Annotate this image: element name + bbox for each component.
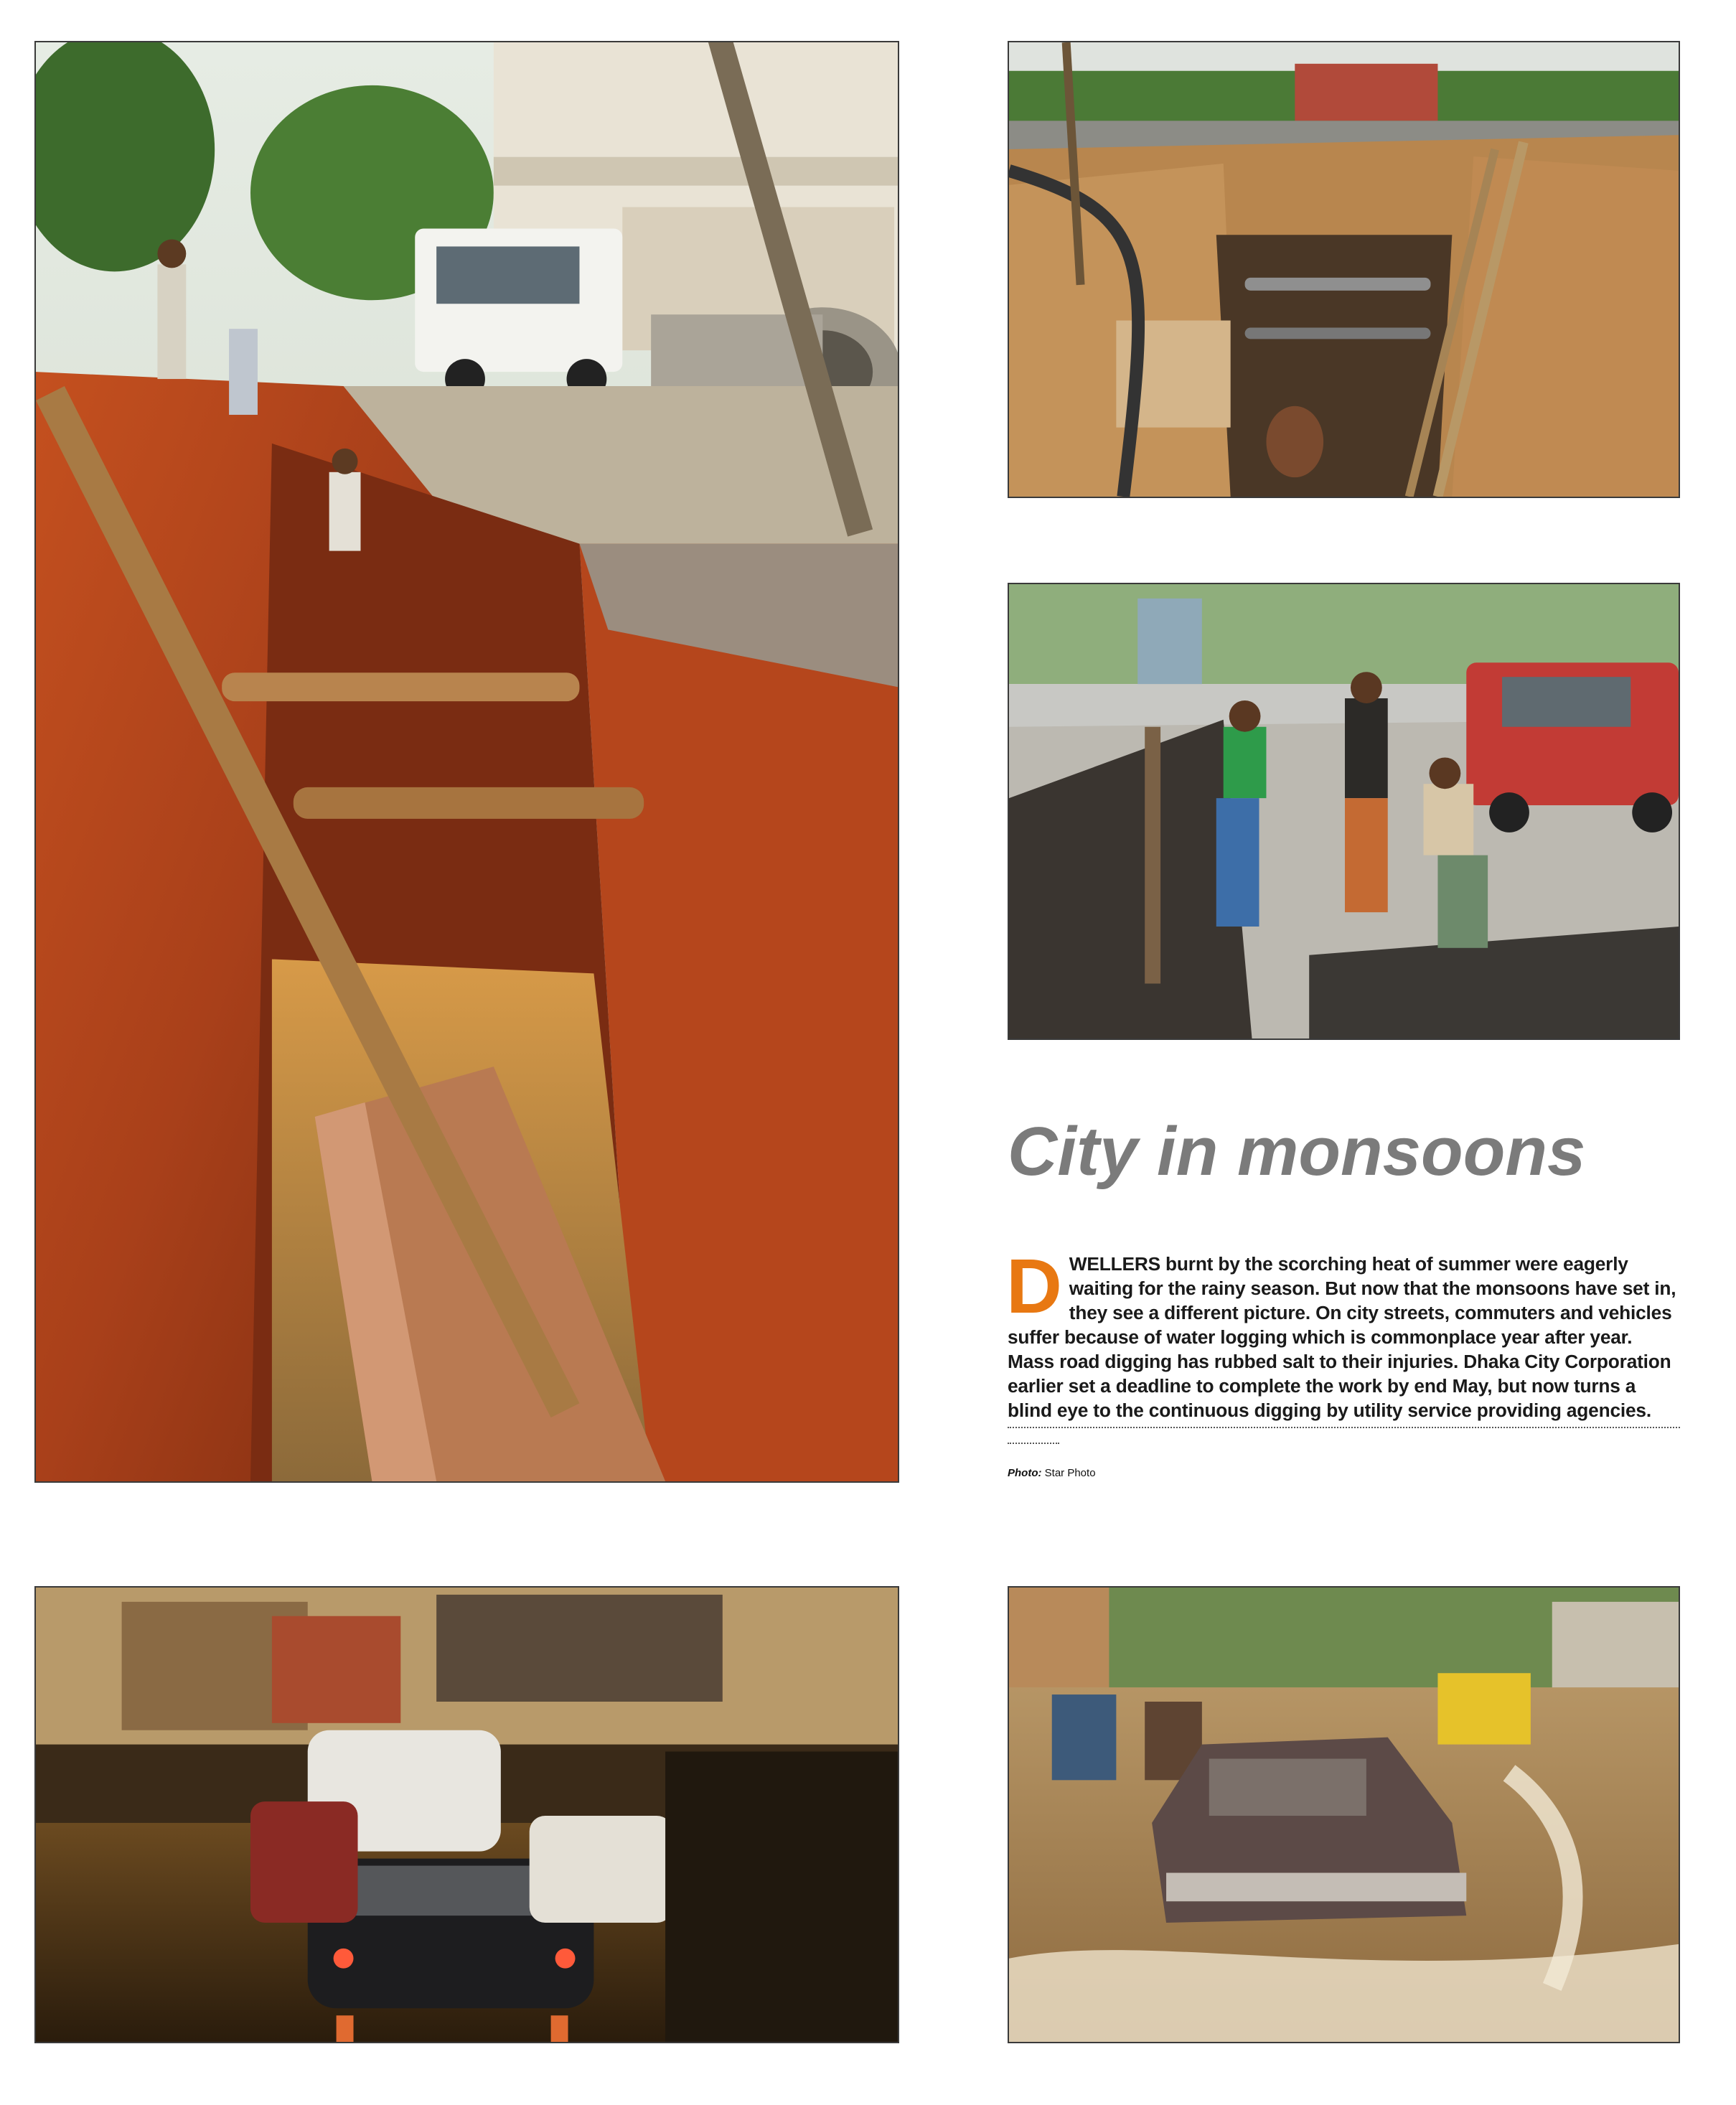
dotted-divider-short: [1008, 1443, 1059, 1444]
photo-waterlogged-night: [34, 1586, 899, 2043]
dotted-divider: [1008, 1427, 1680, 1428]
photo-trench: [34, 41, 899, 1483]
drop-cap: D: [1006, 1242, 1062, 1329]
photo-credit-label: Photo:: [1008, 1467, 1042, 1479]
photo-excavation: [1008, 41, 1680, 498]
photo-car-flood: [1008, 1586, 1680, 2043]
article-body-text: WELLERS burnt by the scorching heat of summer were eagerly waiting for the rainy season. But now that the monsoons have set in, they see a different picture. On city streets, commuters and vehicles suffer because of water logging which is commonplace year after year. Mass road digging has rubbed salt to their injuries. Dhaka City Corporation earlier set a deadline to complete the work by end May, but now turns a blind eye to the continuous digging by utility service providing agencies.: [1008, 1253, 1676, 1421]
article-body: [1006, 1242, 1680, 1422]
photo-workers-digging: [1008, 583, 1680, 1040]
article-title: City in monsoons: [1008, 1113, 1586, 1190]
photo-credit-value: Star Photo: [1044, 1467, 1096, 1479]
photo-credit: [1008, 1467, 1096, 1479]
